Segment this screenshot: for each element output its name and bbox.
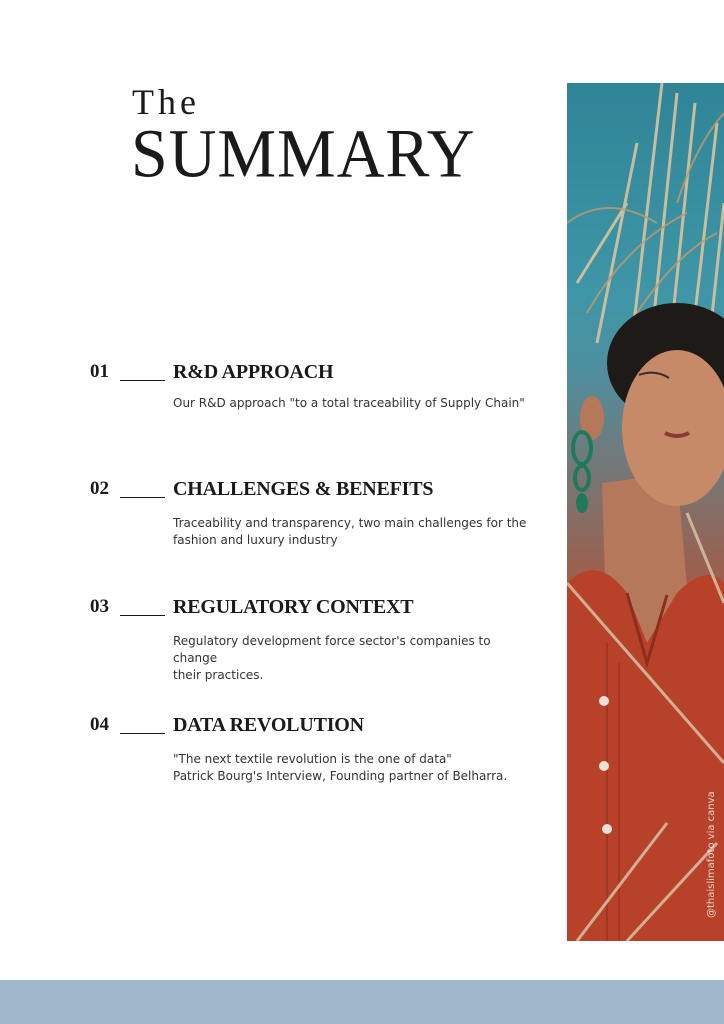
section-rule xyxy=(120,733,165,734)
section-heading: R&D APPROACH xyxy=(173,361,334,383)
portrait-illustration xyxy=(567,83,724,941)
section-description-line: Our R&D approach "to a total traceability of Supply Chain" xyxy=(173,396,525,410)
section-description-line: Patrick Bourg's Interview, Founding partner of Belharra. xyxy=(173,769,508,783)
section-description-line: "The next textile revolution is the one of data" xyxy=(173,752,452,766)
section-description-line: fashion and luxury industry xyxy=(173,533,338,547)
section-description xyxy=(173,395,533,412)
section-number: 03 xyxy=(90,596,109,617)
section-heading: DATA REVOLUTION xyxy=(173,714,364,736)
footer-bar xyxy=(0,980,724,1024)
section-heading: REGULATORY CONTEXT xyxy=(173,596,414,618)
section-description xyxy=(173,633,533,684)
section-number: 02 xyxy=(90,478,109,499)
section-heading: CHALLENGES & BENEFITS xyxy=(173,478,434,500)
section-description-line: Traceability and transparency, two main challenges for the xyxy=(173,516,527,530)
title-the: The xyxy=(132,82,200,122)
section-number: 04 xyxy=(90,714,109,735)
section-description-line: their practices. xyxy=(173,668,264,682)
photo-credit: @thaislimafoto via canva xyxy=(706,791,717,918)
page-title: SUMMARY xyxy=(131,115,476,193)
section-description xyxy=(173,515,533,549)
section-description xyxy=(173,751,533,785)
section-number: 01 xyxy=(90,361,109,382)
section-rule xyxy=(120,615,165,616)
section-rule xyxy=(120,380,165,381)
section-rule xyxy=(120,497,165,498)
section-description-line: Regulatory development force sector's companies to change xyxy=(173,634,491,665)
portrait-photo xyxy=(567,83,724,941)
